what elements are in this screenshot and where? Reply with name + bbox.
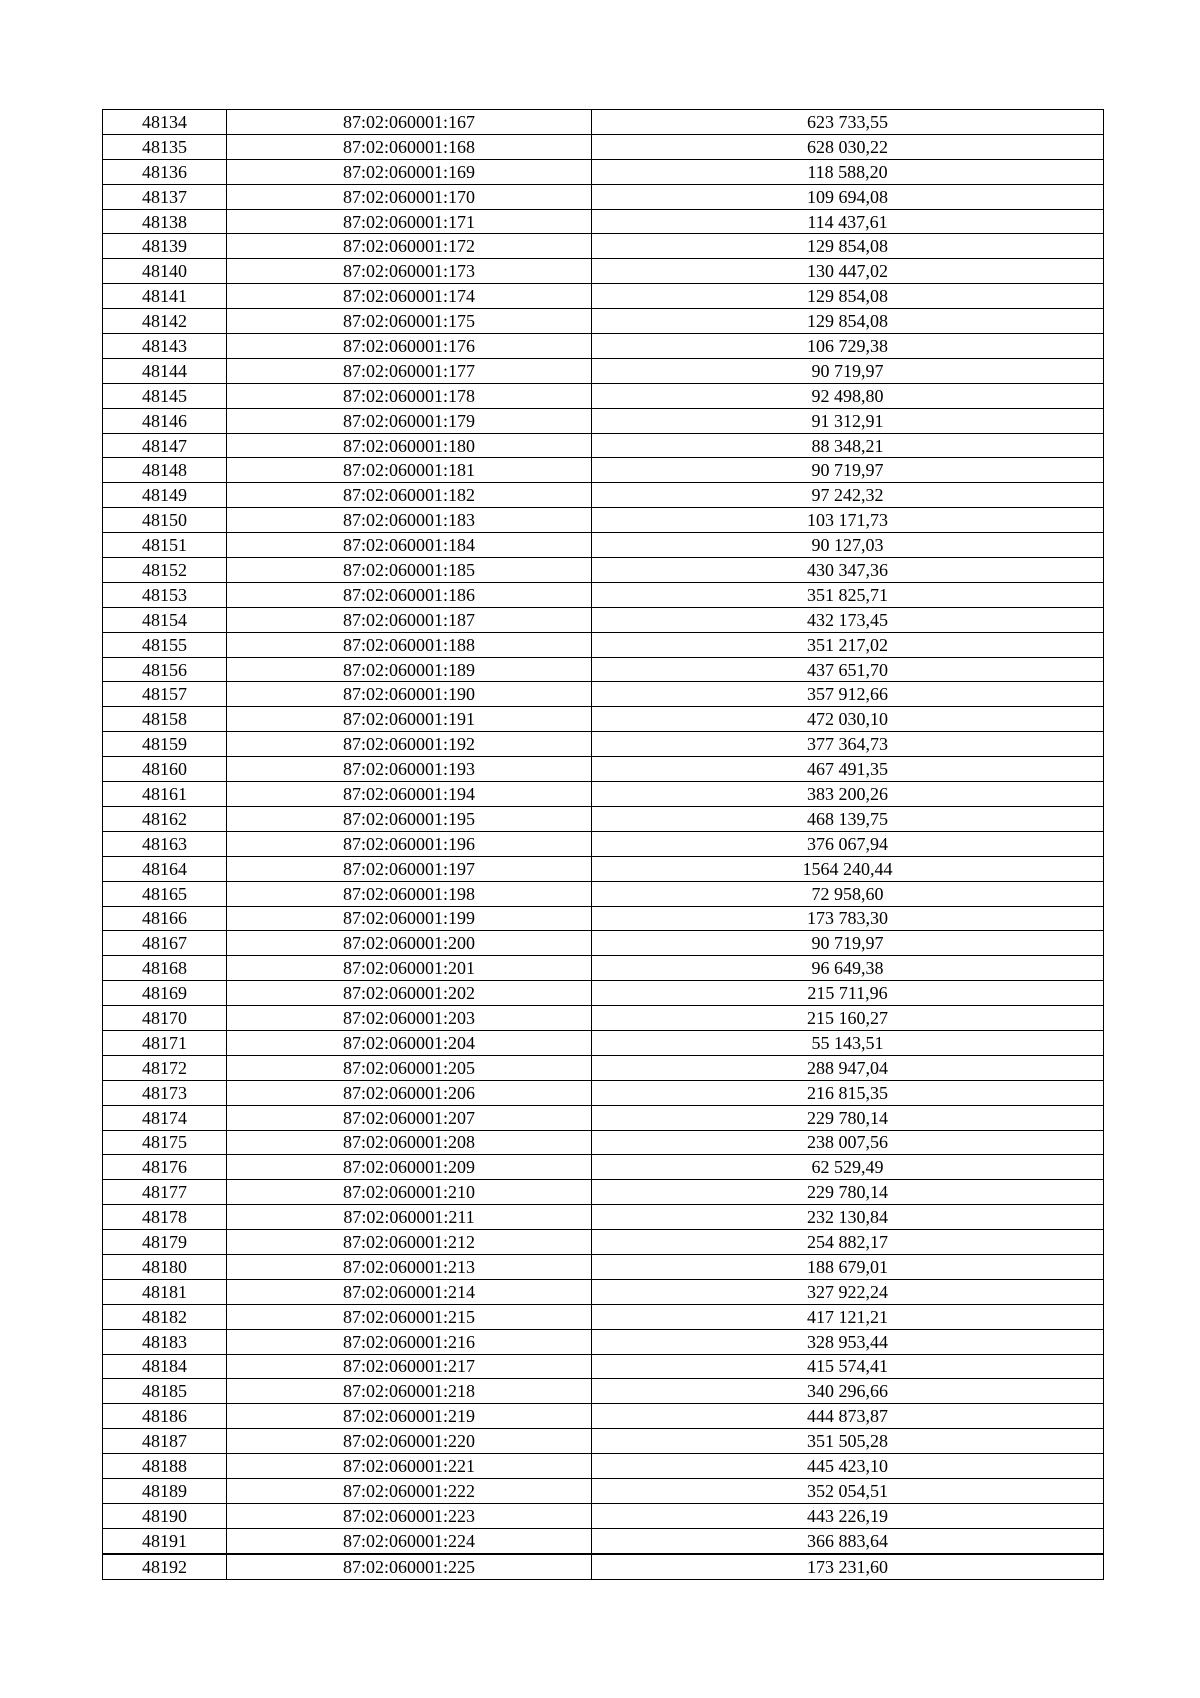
table-row [103, 1030, 1104, 1055]
cadastral-value-cell: 90 719,97 [592, 358, 1104, 383]
cadastral-value-cell: 430 347,36 [592, 558, 1104, 583]
cadastral-value-cell: 188 679,01 [592, 1254, 1104, 1279]
table-row [103, 1155, 1104, 1180]
cadastral-value-cell: 55 143,51 [592, 1030, 1104, 1055]
row-number-cell: 48136 [103, 159, 227, 184]
table-body [103, 110, 1104, 1580]
table-row [103, 483, 1104, 508]
cadastral-number-cell: 87:02:060001:219 [227, 1404, 592, 1429]
table-row [103, 558, 1104, 583]
row-number-cell: 48156 [103, 657, 227, 682]
row-number-cell: 48152 [103, 558, 227, 583]
cadastral-value-cell: 232 130,84 [592, 1205, 1104, 1230]
table-row [103, 782, 1104, 807]
cadastral-value-cell: 352 054,51 [592, 1478, 1104, 1503]
cadastral-value-cell: 340 296,66 [592, 1379, 1104, 1404]
cadastral-value-cell: 357 912,66 [592, 682, 1104, 707]
table-row [103, 956, 1104, 981]
cadastral-number-cell: 87:02:060001:199 [227, 906, 592, 931]
cadastral-value-cell: 443 226,19 [592, 1503, 1104, 1528]
table-row [103, 1379, 1104, 1404]
cadastral-value-cell: 90 127,03 [592, 533, 1104, 558]
table-row [103, 1454, 1104, 1479]
row-number-cell: 48192 [103, 1554, 227, 1579]
cadastral-number-cell: 87:02:060001:169 [227, 159, 592, 184]
cadastral-value-cell: 118 588,20 [592, 159, 1104, 184]
table-row [103, 582, 1104, 607]
table-row [103, 1528, 1104, 1553]
cadastral-number-cell: 87:02:060001:217 [227, 1354, 592, 1379]
row-number-cell: 48180 [103, 1254, 227, 1279]
table-row [103, 707, 1104, 732]
row-number-cell: 48137 [103, 184, 227, 209]
row-number-cell: 48150 [103, 508, 227, 533]
cadastral-value-cell: 97 242,32 [592, 483, 1104, 508]
row-number-cell: 48174 [103, 1105, 227, 1130]
row-number-cell: 48153 [103, 582, 227, 607]
row-number-cell: 48161 [103, 782, 227, 807]
table-row [103, 931, 1104, 956]
row-number-cell: 48183 [103, 1329, 227, 1354]
table-row [103, 284, 1104, 309]
cadastral-value-cell: 623 733,55 [592, 110, 1104, 135]
table-row [103, 682, 1104, 707]
row-number-cell: 48162 [103, 806, 227, 831]
cadastral-value-cell: 90 719,97 [592, 458, 1104, 483]
table-row [103, 906, 1104, 931]
table-row [103, 981, 1104, 1006]
table-row [103, 1055, 1104, 1080]
row-number-cell: 48187 [103, 1429, 227, 1454]
row-number-cell: 48163 [103, 831, 227, 856]
row-number-cell: 48167 [103, 931, 227, 956]
row-number-cell: 48140 [103, 259, 227, 284]
row-number-cell: 48189 [103, 1478, 227, 1503]
cadastral-value-cell: 376 067,94 [592, 831, 1104, 856]
table-row [103, 1554, 1104, 1579]
cadastral-number-cell: 87:02:060001:222 [227, 1478, 592, 1503]
cadastral-number-cell: 87:02:060001:183 [227, 508, 592, 533]
row-number-cell: 48146 [103, 408, 227, 433]
cadastral-number-cell: 87:02:060001:198 [227, 881, 592, 906]
cadastral-value-cell: 467 491,35 [592, 757, 1104, 782]
row-number-cell: 48165 [103, 881, 227, 906]
cadastral-number-cell: 87:02:060001:224 [227, 1528, 592, 1553]
cadastral-value-cell: 114 437,61 [592, 209, 1104, 234]
cadastral-value-cell: 432 173,45 [592, 607, 1104, 632]
table-row [103, 1105, 1104, 1130]
cadastral-value-cell: 129 854,08 [592, 234, 1104, 259]
row-number-cell: 48144 [103, 358, 227, 383]
table-row [103, 184, 1104, 209]
cadastral-number-cell: 87:02:060001:195 [227, 806, 592, 831]
cadastral-number-cell: 87:02:060001:171 [227, 209, 592, 234]
row-number-cell: 48184 [103, 1354, 227, 1379]
row-number-cell: 48159 [103, 732, 227, 757]
table-row [103, 1080, 1104, 1105]
cadastral-value-cell: 445 423,10 [592, 1454, 1104, 1479]
table-row [103, 1429, 1104, 1454]
cadastral-number-cell: 87:02:060001:177 [227, 358, 592, 383]
cadastral-number-cell: 87:02:060001:196 [227, 831, 592, 856]
row-number-cell: 48168 [103, 956, 227, 981]
cadastral-number-cell: 87:02:060001:197 [227, 856, 592, 881]
cadastral-value-cell: 1564 240,44 [592, 856, 1104, 881]
row-number-cell: 48143 [103, 334, 227, 359]
cadastral-value-cell: 437 651,70 [592, 657, 1104, 682]
row-number-cell: 48145 [103, 383, 227, 408]
cadastral-value-cell: 92 498,80 [592, 383, 1104, 408]
table-row [103, 831, 1104, 856]
row-number-cell: 48173 [103, 1080, 227, 1105]
table-row [103, 433, 1104, 458]
cadastral-value-table [102, 109, 1104, 1580]
table-row [103, 757, 1104, 782]
cadastral-number-cell: 87:02:060001:175 [227, 309, 592, 334]
cadastral-value-cell: 229 780,14 [592, 1180, 1104, 1205]
table-row [103, 358, 1104, 383]
cadastral-number-cell: 87:02:060001:182 [227, 483, 592, 508]
row-number-cell: 48186 [103, 1404, 227, 1429]
row-number-cell: 48157 [103, 682, 227, 707]
table-row [103, 533, 1104, 558]
cadastral-value-cell: 415 574,41 [592, 1354, 1104, 1379]
table-row [103, 259, 1104, 284]
row-number-cell: 48177 [103, 1180, 227, 1205]
cadastral-number-cell: 87:02:060001:205 [227, 1055, 592, 1080]
cadastral-number-cell: 87:02:060001:201 [227, 956, 592, 981]
cadastral-value-cell: 129 854,08 [592, 309, 1104, 334]
table-row [103, 732, 1104, 757]
cadastral-value-cell: 109 694,08 [592, 184, 1104, 209]
cadastral-number-cell: 87:02:060001:223 [227, 1503, 592, 1528]
table-row [103, 1006, 1104, 1031]
cadastral-number-cell: 87:02:060001:173 [227, 259, 592, 284]
cadastral-value-cell: 173 783,30 [592, 906, 1104, 931]
row-number-cell: 48148 [103, 458, 227, 483]
row-number-cell: 48141 [103, 284, 227, 309]
cadastral-number-cell: 87:02:060001:176 [227, 334, 592, 359]
table-row [103, 657, 1104, 682]
row-number-cell: 48139 [103, 234, 227, 259]
cadastral-value-cell: 90 719,97 [592, 931, 1104, 956]
cadastral-number-cell: 87:02:060001:225 [227, 1554, 592, 1579]
cadastral-number-cell: 87:02:060001:220 [227, 1429, 592, 1454]
cadastral-number-cell: 87:02:060001:190 [227, 682, 592, 707]
table-row [103, 134, 1104, 159]
cadastral-number-cell: 87:02:060001:185 [227, 558, 592, 583]
cadastral-number-cell: 87:02:060001:213 [227, 1254, 592, 1279]
cadastral-value-cell: 366 883,64 [592, 1528, 1104, 1553]
cadastral-number-cell: 87:02:060001:211 [227, 1205, 592, 1230]
cadastral-value-cell: 229 780,14 [592, 1105, 1104, 1130]
table-row [103, 159, 1104, 184]
cadastral-number-cell: 87:02:060001:207 [227, 1105, 592, 1130]
cadastral-number-cell: 87:02:060001:208 [227, 1130, 592, 1155]
row-number-cell: 48176 [103, 1155, 227, 1180]
cadastral-value-cell: 215 160,27 [592, 1006, 1104, 1031]
table-row [103, 632, 1104, 657]
table-row [103, 856, 1104, 881]
cadastral-value-cell: 444 873,87 [592, 1404, 1104, 1429]
row-number-cell: 48142 [103, 309, 227, 334]
cadastral-value-cell: 106 729,38 [592, 334, 1104, 359]
cadastral-number-cell: 87:02:060001:215 [227, 1304, 592, 1329]
row-number-cell: 48134 [103, 110, 227, 135]
row-number-cell: 48169 [103, 981, 227, 1006]
cadastral-value-cell: 96 649,38 [592, 956, 1104, 981]
row-number-cell: 48182 [103, 1304, 227, 1329]
cadastral-number-cell: 87:02:060001:191 [227, 707, 592, 732]
cadastral-number-cell: 87:02:060001:218 [227, 1379, 592, 1404]
table-row [103, 110, 1104, 135]
cadastral-number-cell: 87:02:060001:193 [227, 757, 592, 782]
cadastral-number-cell: 87:02:060001:174 [227, 284, 592, 309]
cadastral-value-cell: 351 217,02 [592, 632, 1104, 657]
row-number-cell: 48170 [103, 1006, 227, 1031]
cadastral-value-cell: 468 139,75 [592, 806, 1104, 831]
row-number-cell: 48154 [103, 607, 227, 632]
row-number-cell: 48147 [103, 433, 227, 458]
table-row [103, 234, 1104, 259]
table-row [103, 1254, 1104, 1279]
cadastral-value-cell: 327 922,24 [592, 1279, 1104, 1304]
row-number-cell: 48190 [103, 1503, 227, 1528]
cadastral-number-cell: 87:02:060001:214 [227, 1279, 592, 1304]
cadastral-value-cell: 129 854,08 [592, 284, 1104, 309]
cadastral-value-cell: 472 030,10 [592, 707, 1104, 732]
cadastral-number-cell: 87:02:060001:168 [227, 134, 592, 159]
table-row [103, 508, 1104, 533]
row-number-cell: 48188 [103, 1454, 227, 1479]
cadastral-number-cell: 87:02:060001:167 [227, 110, 592, 135]
cadastral-number-cell: 87:02:060001:194 [227, 782, 592, 807]
cadastral-value-cell: 215 711,96 [592, 981, 1104, 1006]
cadastral-number-cell: 87:02:060001:186 [227, 582, 592, 607]
table-row [103, 806, 1104, 831]
table-row [103, 309, 1104, 334]
cadastral-number-cell: 87:02:060001:184 [227, 533, 592, 558]
cadastral-value-cell: 383 200,26 [592, 782, 1104, 807]
cadastral-value-cell: 377 364,73 [592, 732, 1104, 757]
cadastral-number-cell: 87:02:060001:179 [227, 408, 592, 433]
row-number-cell: 48155 [103, 632, 227, 657]
cadastral-number-cell: 87:02:060001:221 [227, 1454, 592, 1479]
row-number-cell: 48185 [103, 1379, 227, 1404]
cadastral-value-cell: 91 312,91 [592, 408, 1104, 433]
row-number-cell: 48181 [103, 1279, 227, 1304]
cadastral-number-cell: 87:02:060001:203 [227, 1006, 592, 1031]
row-number-cell: 48178 [103, 1205, 227, 1230]
table-row [103, 1205, 1104, 1230]
cadastral-value-cell: 417 121,21 [592, 1304, 1104, 1329]
cadastral-number-cell: 87:02:060001:180 [227, 433, 592, 458]
table-row [103, 334, 1104, 359]
table-row [103, 881, 1104, 906]
table-row [103, 1130, 1104, 1155]
cadastral-number-cell: 87:02:060001:178 [227, 383, 592, 408]
row-number-cell: 48172 [103, 1055, 227, 1080]
table-row [103, 1354, 1104, 1379]
cadastral-number-cell: 87:02:060001:216 [227, 1329, 592, 1354]
cadastral-value-cell: 238 007,56 [592, 1130, 1104, 1155]
cadastral-value-cell: 288 947,04 [592, 1055, 1104, 1080]
row-number-cell: 48164 [103, 856, 227, 881]
cadastral-value-cell: 88 348,21 [592, 433, 1104, 458]
cadastral-number-cell: 87:02:060001:189 [227, 657, 592, 682]
table-row [103, 408, 1104, 433]
cadastral-number-cell: 87:02:060001:202 [227, 981, 592, 1006]
cadastral-number-cell: 87:02:060001:206 [227, 1080, 592, 1105]
row-number-cell: 48191 [103, 1528, 227, 1553]
table-row [103, 458, 1104, 483]
cadastral-number-cell: 87:02:060001:209 [227, 1155, 592, 1180]
table-row [103, 607, 1104, 632]
row-number-cell: 48138 [103, 209, 227, 234]
row-number-cell: 48160 [103, 757, 227, 782]
cadastral-value-cell: 628 030,22 [592, 134, 1104, 159]
table-row [103, 1404, 1104, 1429]
cadastral-number-cell: 87:02:060001:204 [227, 1030, 592, 1055]
row-number-cell: 48151 [103, 533, 227, 558]
row-number-cell: 48158 [103, 707, 227, 732]
cadastral-number-cell: 87:02:060001:170 [227, 184, 592, 209]
table-row [103, 1230, 1104, 1255]
cadastral-value-cell: 130 447,02 [592, 259, 1104, 284]
cadastral-number-cell: 87:02:060001:210 [227, 1180, 592, 1205]
row-number-cell: 48149 [103, 483, 227, 508]
table-row [103, 1304, 1104, 1329]
cadastral-number-cell: 87:02:060001:212 [227, 1230, 592, 1255]
row-number-cell: 48135 [103, 134, 227, 159]
row-number-cell: 48166 [103, 906, 227, 931]
table-row [103, 1478, 1104, 1503]
cadastral-value-cell: 351 505,28 [592, 1429, 1104, 1454]
cadastral-value-cell: 216 815,35 [592, 1080, 1104, 1105]
cadastral-value-cell: 62 529,49 [592, 1155, 1104, 1180]
cadastral-value-cell: 173 231,60 [592, 1554, 1104, 1579]
cadastral-number-cell: 87:02:060001:187 [227, 607, 592, 632]
cadastral-number-cell: 87:02:060001:172 [227, 234, 592, 259]
cadastral-number-cell: 87:02:060001:181 [227, 458, 592, 483]
table-row [103, 209, 1104, 234]
cadastral-value-cell: 328 953,44 [592, 1329, 1104, 1354]
cadastral-value-cell: 351 825,71 [592, 582, 1104, 607]
table-row [103, 1180, 1104, 1205]
cadastral-value-cell: 103 171,73 [592, 508, 1104, 533]
table-row [103, 1329, 1104, 1354]
cadastral-number-cell: 87:02:060001:188 [227, 632, 592, 657]
cadastral-value-cell: 254 882,17 [592, 1230, 1104, 1255]
row-number-cell: 48175 [103, 1130, 227, 1155]
row-number-cell: 48179 [103, 1230, 227, 1255]
table-row [103, 1279, 1104, 1304]
table-row [103, 1503, 1104, 1528]
row-number-cell: 48171 [103, 1030, 227, 1055]
table-row [103, 383, 1104, 408]
cadastral-value-cell: 72 958,60 [592, 881, 1104, 906]
cadastral-number-cell: 87:02:060001:192 [227, 732, 592, 757]
cadastral-number-cell: 87:02:060001:200 [227, 931, 592, 956]
